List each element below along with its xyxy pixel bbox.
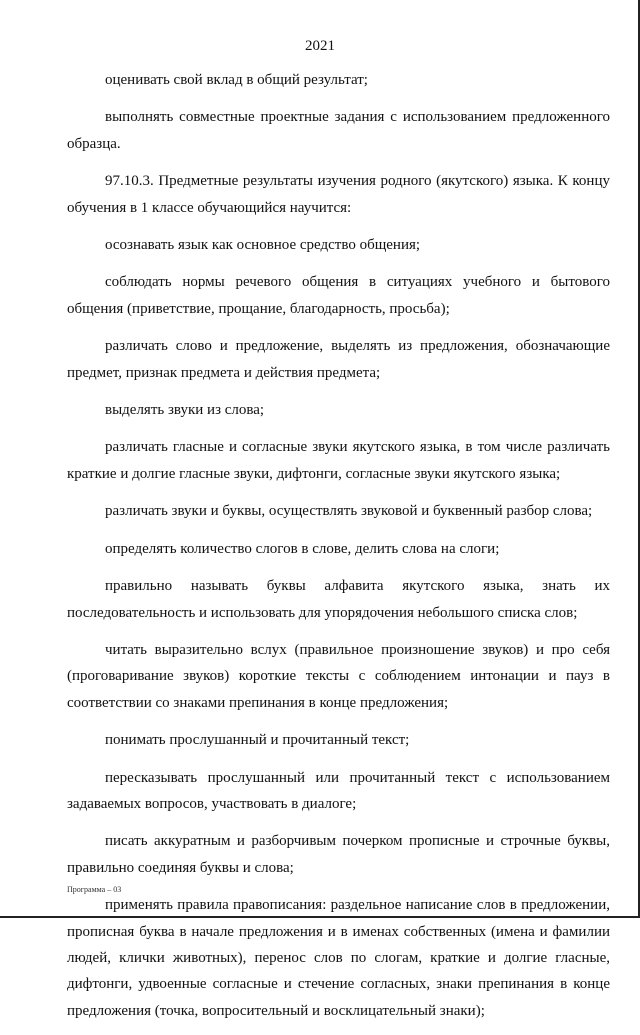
- paragraph: оценивать свой вклад в общий результат;: [105, 72, 368, 88]
- paragraph: определять количество слогов в слове, делить слова на слоги;: [105, 540, 500, 557]
- paragraph: соблюдать нормы речевого общения в ситуациях учебного и бытового общения (приветствие, прощание, благодарность, просьба);: [67, 274, 610, 317]
- paragraph: 97.10.3. Предметные результаты изучения родного (якутского) языка. К концу обучения в 1 классе обучающийся научится:: [67, 173, 610, 216]
- page-number: 2021: [305, 38, 335, 54]
- document-body: [67, 67, 610, 1035]
- paragraph: применять правила правописания: раздельное написание слов в предложении, прописная буква в начале предложения и в именах собственных (имена и фамилии людей, клички животных), перенос слов по слогам, краткие и долгие гласные, дифтонги, удвоенные согласные и стечение согласных, знаки препинания в конце предложения (точка, вопросительный и восклицательный знаки);: [67, 897, 610, 1019]
- paragraph: читать выразительно вслух (правильное произношение звуков) и про себя (проговаривание звуков) короткие тексты с соблюдением интонации и пауз в соответствии со знаками препинания в конце предложения;: [67, 641, 610, 711]
- paragraph: писать аккуратным и разборчивым почерком прописные и строчные буквы, правильно соединяя буквы и слова;: [67, 833, 610, 876]
- paragraph: правильно называть буквы алфавита якутского языка, знать их последовательность и использовать для упорядочения небольшого списка слов;: [67, 578, 610, 621]
- page-footer: Программа – 03: [67, 885, 122, 894]
- paragraph: различать гласные и согласные звуки якутского языка, в том числе различать краткие и долгие гласные звуки, дифтонги, согласные звуки якутского языка;: [67, 439, 610, 482]
- paragraph: пересказывать прослушанный или прочитанный текст с использованием задаваемых вопросов, участвовать в диалоге;: [67, 769, 610, 812]
- paragraph: различать слово и предложение, выделять из предложения, обозначающие предмет, признак предмета и действия предмета;: [67, 338, 610, 381]
- paragraph: различать звуки и буквы, осуществлять звуковой и буквенный разбор слова;: [105, 503, 593, 520]
- paragraph: выполнять совместные проектные задания с использованием предложенного образца.: [67, 109, 610, 152]
- paragraph: выделять звуки из слова;: [105, 402, 265, 419]
- paragraph: осознавать язык как основное средство общения;: [105, 237, 421, 254]
- paragraph: понимать прослушанный и прочитанный текст;: [105, 732, 410, 749]
